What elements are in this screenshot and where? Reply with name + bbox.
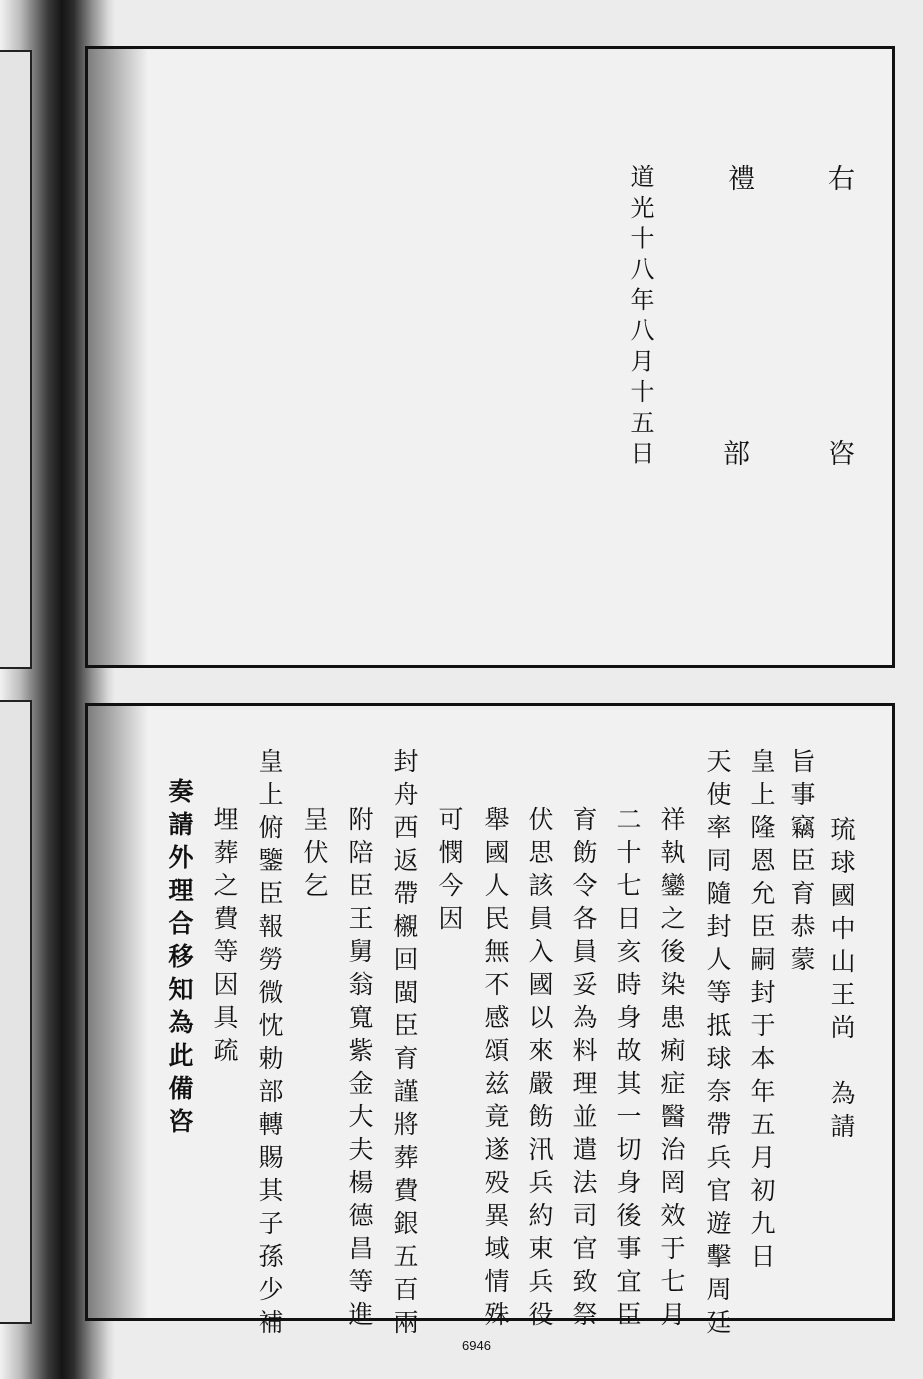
text-column: 右 bbox=[823, 164, 854, 200]
previous-page-frame-top bbox=[0, 50, 32, 669]
text-column: 祥執鑾之後染患痢症醫治罔效于七月 bbox=[657, 806, 686, 1334]
text-column: 琉球國中山王尚 為請 bbox=[827, 816, 856, 1146]
text-column: 二十七日亥時身故其一切身後事宜臣 bbox=[613, 806, 642, 1334]
text-column: 天使率同隨封人等抵球奈帶兵官遊擊周廷 bbox=[703, 748, 732, 1342]
text-column: 呈伏乞 bbox=[300, 806, 329, 905]
text-column: 育飭令各員妥為料理並遣法司官致祭 bbox=[569, 806, 598, 1334]
date-column: 道光十八年八月十五日 bbox=[626, 164, 654, 472]
page-number: 6946 bbox=[462, 1338, 491, 1353]
text-column: 奏請外理合移知為此備咨 bbox=[165, 778, 194, 1141]
previous-page-frame-bottom bbox=[0, 700, 32, 1324]
text-column: 旨事竊臣育恭蒙 bbox=[787, 748, 816, 979]
text-column: 可憫今因 bbox=[435, 806, 464, 938]
text-column: 附陪臣王舅翁寬紫金大夫楊德昌等進 bbox=[345, 806, 374, 1334]
text-column: 部 bbox=[718, 439, 749, 475]
text-column: 皇上俯鑒臣報勞微忱勅部轉賜其子孫少補 bbox=[255, 748, 284, 1342]
text-column: 封舟西返帶櫬回閩臣育謹將葬費銀五百兩 bbox=[390, 748, 419, 1342]
document-frame-bottom bbox=[85, 703, 895, 1342]
text-column: 伏思該員入國以來嚴飭汛兵約束兵役 bbox=[525, 806, 554, 1334]
text-column: 咨 bbox=[823, 439, 854, 475]
text-column: 禮 bbox=[723, 164, 754, 200]
text-column: 舉國人民無不感頌兹竟遂殁異域情殊 bbox=[481, 806, 510, 1334]
text-column: 皇上隆恩允臣嗣封于本年五月初九日 bbox=[747, 748, 776, 1276]
document-frame-top bbox=[85, 46, 895, 668]
text-column: 埋葬之費等因具疏 bbox=[210, 806, 239, 1070]
